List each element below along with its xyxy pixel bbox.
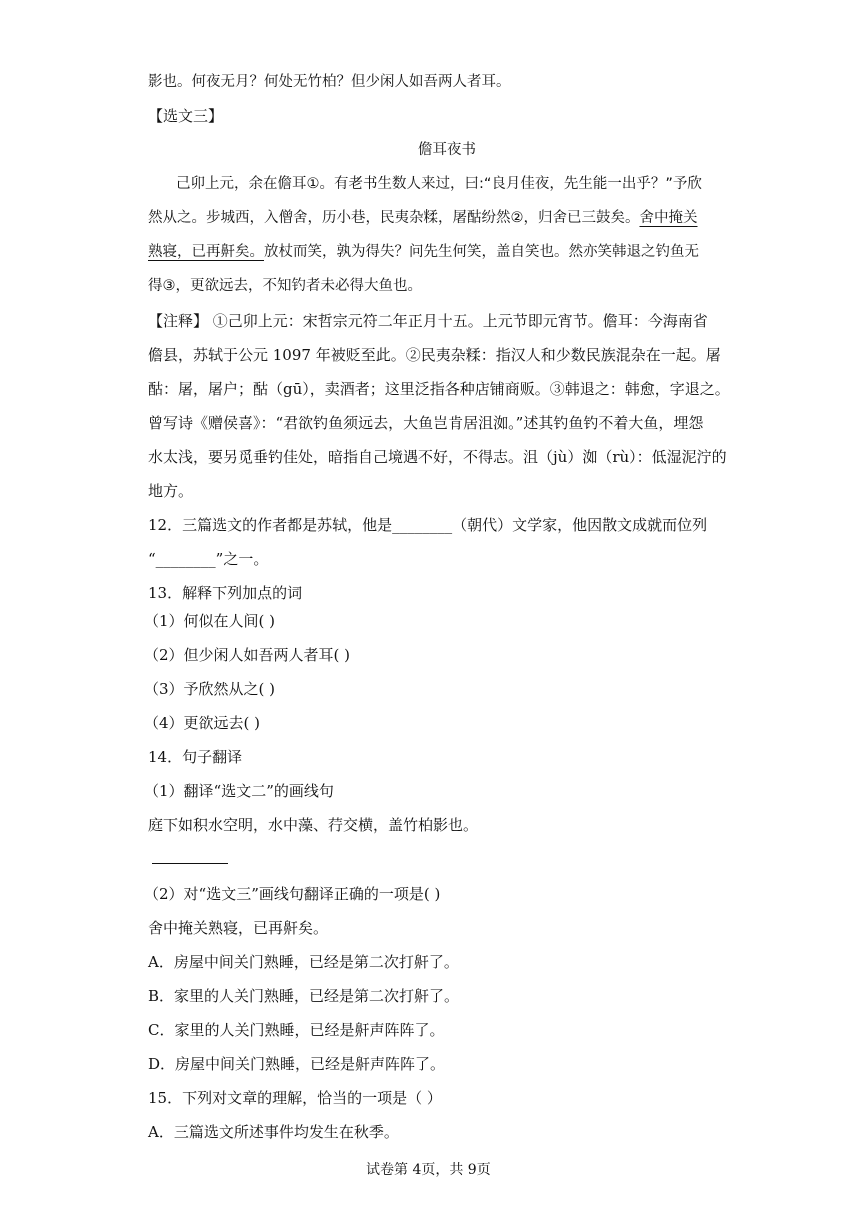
option-b: B．家里的人关门熟睡，已经是第二次打鼾了。 — [148, 987, 460, 1005]
question-13-item: （2）但少闲人如吾两人者耳( ) — [144, 646, 351, 664]
question-12-cont: “________”之一。 — [148, 550, 269, 568]
passage-text: 然从之。步城西，入僧舍，历小巷，民夷杂糅，屠酤纷然②，归舍已三鼓矣。 — [148, 210, 640, 226]
question-14-sentence: 庭下如积水空明，水中藻、荇交横，盖竹柏影也。 — [148, 816, 479, 834]
annotation-text: 地方。 — [148, 482, 194, 500]
annotation-text: 曾写诗《赠侯喜》：“君欲钓鱼须远去，大鱼岂肯居沮洳。”述其钓鱼钓不着大鱼，埋怨 — [148, 414, 704, 432]
question-14: 14．句子翻译 — [148, 748, 243, 766]
page-footer: 试卷第 4页，共 9页 — [366, 1162, 491, 1178]
question-14-sentence: 舍中掩关熟寝，已再鼾矣。 — [148, 919, 329, 937]
question-13-item: （1）何似在人间( ) — [144, 612, 276, 630]
question-13-item: （3）予欣然从之( ) — [144, 680, 276, 698]
annotation-text: 【注释】 ①己卯上元：宋哲宗元符二年正月十五。上元节即元宵节。儋耳：今海南省 — [148, 312, 708, 330]
passage-title: 儋耳夜书 — [418, 142, 476, 158]
passage-text: 己卯上元，余在儋耳①。有老书生数人来过，曰:“良月佳夜，先生能一出乎？”予欣 — [176, 176, 702, 192]
passage-text: 得③，更欲远去，不知钓者未必得大鱼也。 — [148, 278, 422, 294]
annotation-text: 儋县，苏轼于公元 1097 年被贬至此。②民夷杂糅：指汉人和少数民族混杂在一起。屠 — [148, 346, 721, 364]
passage-line — [148, 208, 698, 228]
question-13: 13．解释下列加点的词 — [148, 584, 303, 602]
option-a: A．房屋中间关门熟睡，已经是第二次打鼾了。 — [148, 953, 459, 971]
passage-line — [148, 242, 699, 262]
annotation-text: 水太浅，要另觅垂钓佳处，暗指自己境遇不好，不得志。沮（jù）洳（rù）：低湿泥泞的 — [148, 448, 727, 466]
option-d: D．房屋中间关门熟睡，已经是鼾声阵阵了。 — [148, 1055, 446, 1073]
underlined-sentence: 舍中掩关 — [639, 210, 698, 226]
passage-text: 放杖而笑，孰为得失？问先生何笑，盖自笑也。然亦笑韩退之钓鱼无 — [264, 244, 699, 260]
question-13-item: （4）更欲远去( ) — [144, 714, 261, 732]
question-15: 15．下列对文章的理解，恰当的一项是（ ） — [148, 1089, 442, 1107]
option-c: C．家里的人关门熟睡，已经是鼾声阵阵了。 — [148, 1021, 445, 1039]
option-a: A．三篇选文所述事件均发生在秋季。 — [148, 1123, 399, 1141]
annotation-text: 酤：屠，屠户；酤（gū），卖酒者；这里泛指各种店铺商贩。③韩退之：韩愈，字退之。 — [148, 380, 730, 398]
answer-line — [152, 863, 228, 864]
section-label: 【选文三】 — [148, 107, 224, 125]
passage-text: 影也。何夜无月？何处无竹柏？但少闲人如吾两人者耳。 — [148, 74, 511, 90]
underlined-sentence: 熟寝，已再鼾矣。 — [148, 244, 264, 260]
question-12: 12．三篇选文的作者都是苏轼，他是________（朝代）文学家，他因散文成就而位列 — [148, 516, 708, 534]
question-14-item: （2）对“选文三”画线句翻译正确的一项是( ) — [144, 885, 441, 903]
question-14-item: （1）翻译“选文二”的画线句 — [144, 782, 334, 800]
